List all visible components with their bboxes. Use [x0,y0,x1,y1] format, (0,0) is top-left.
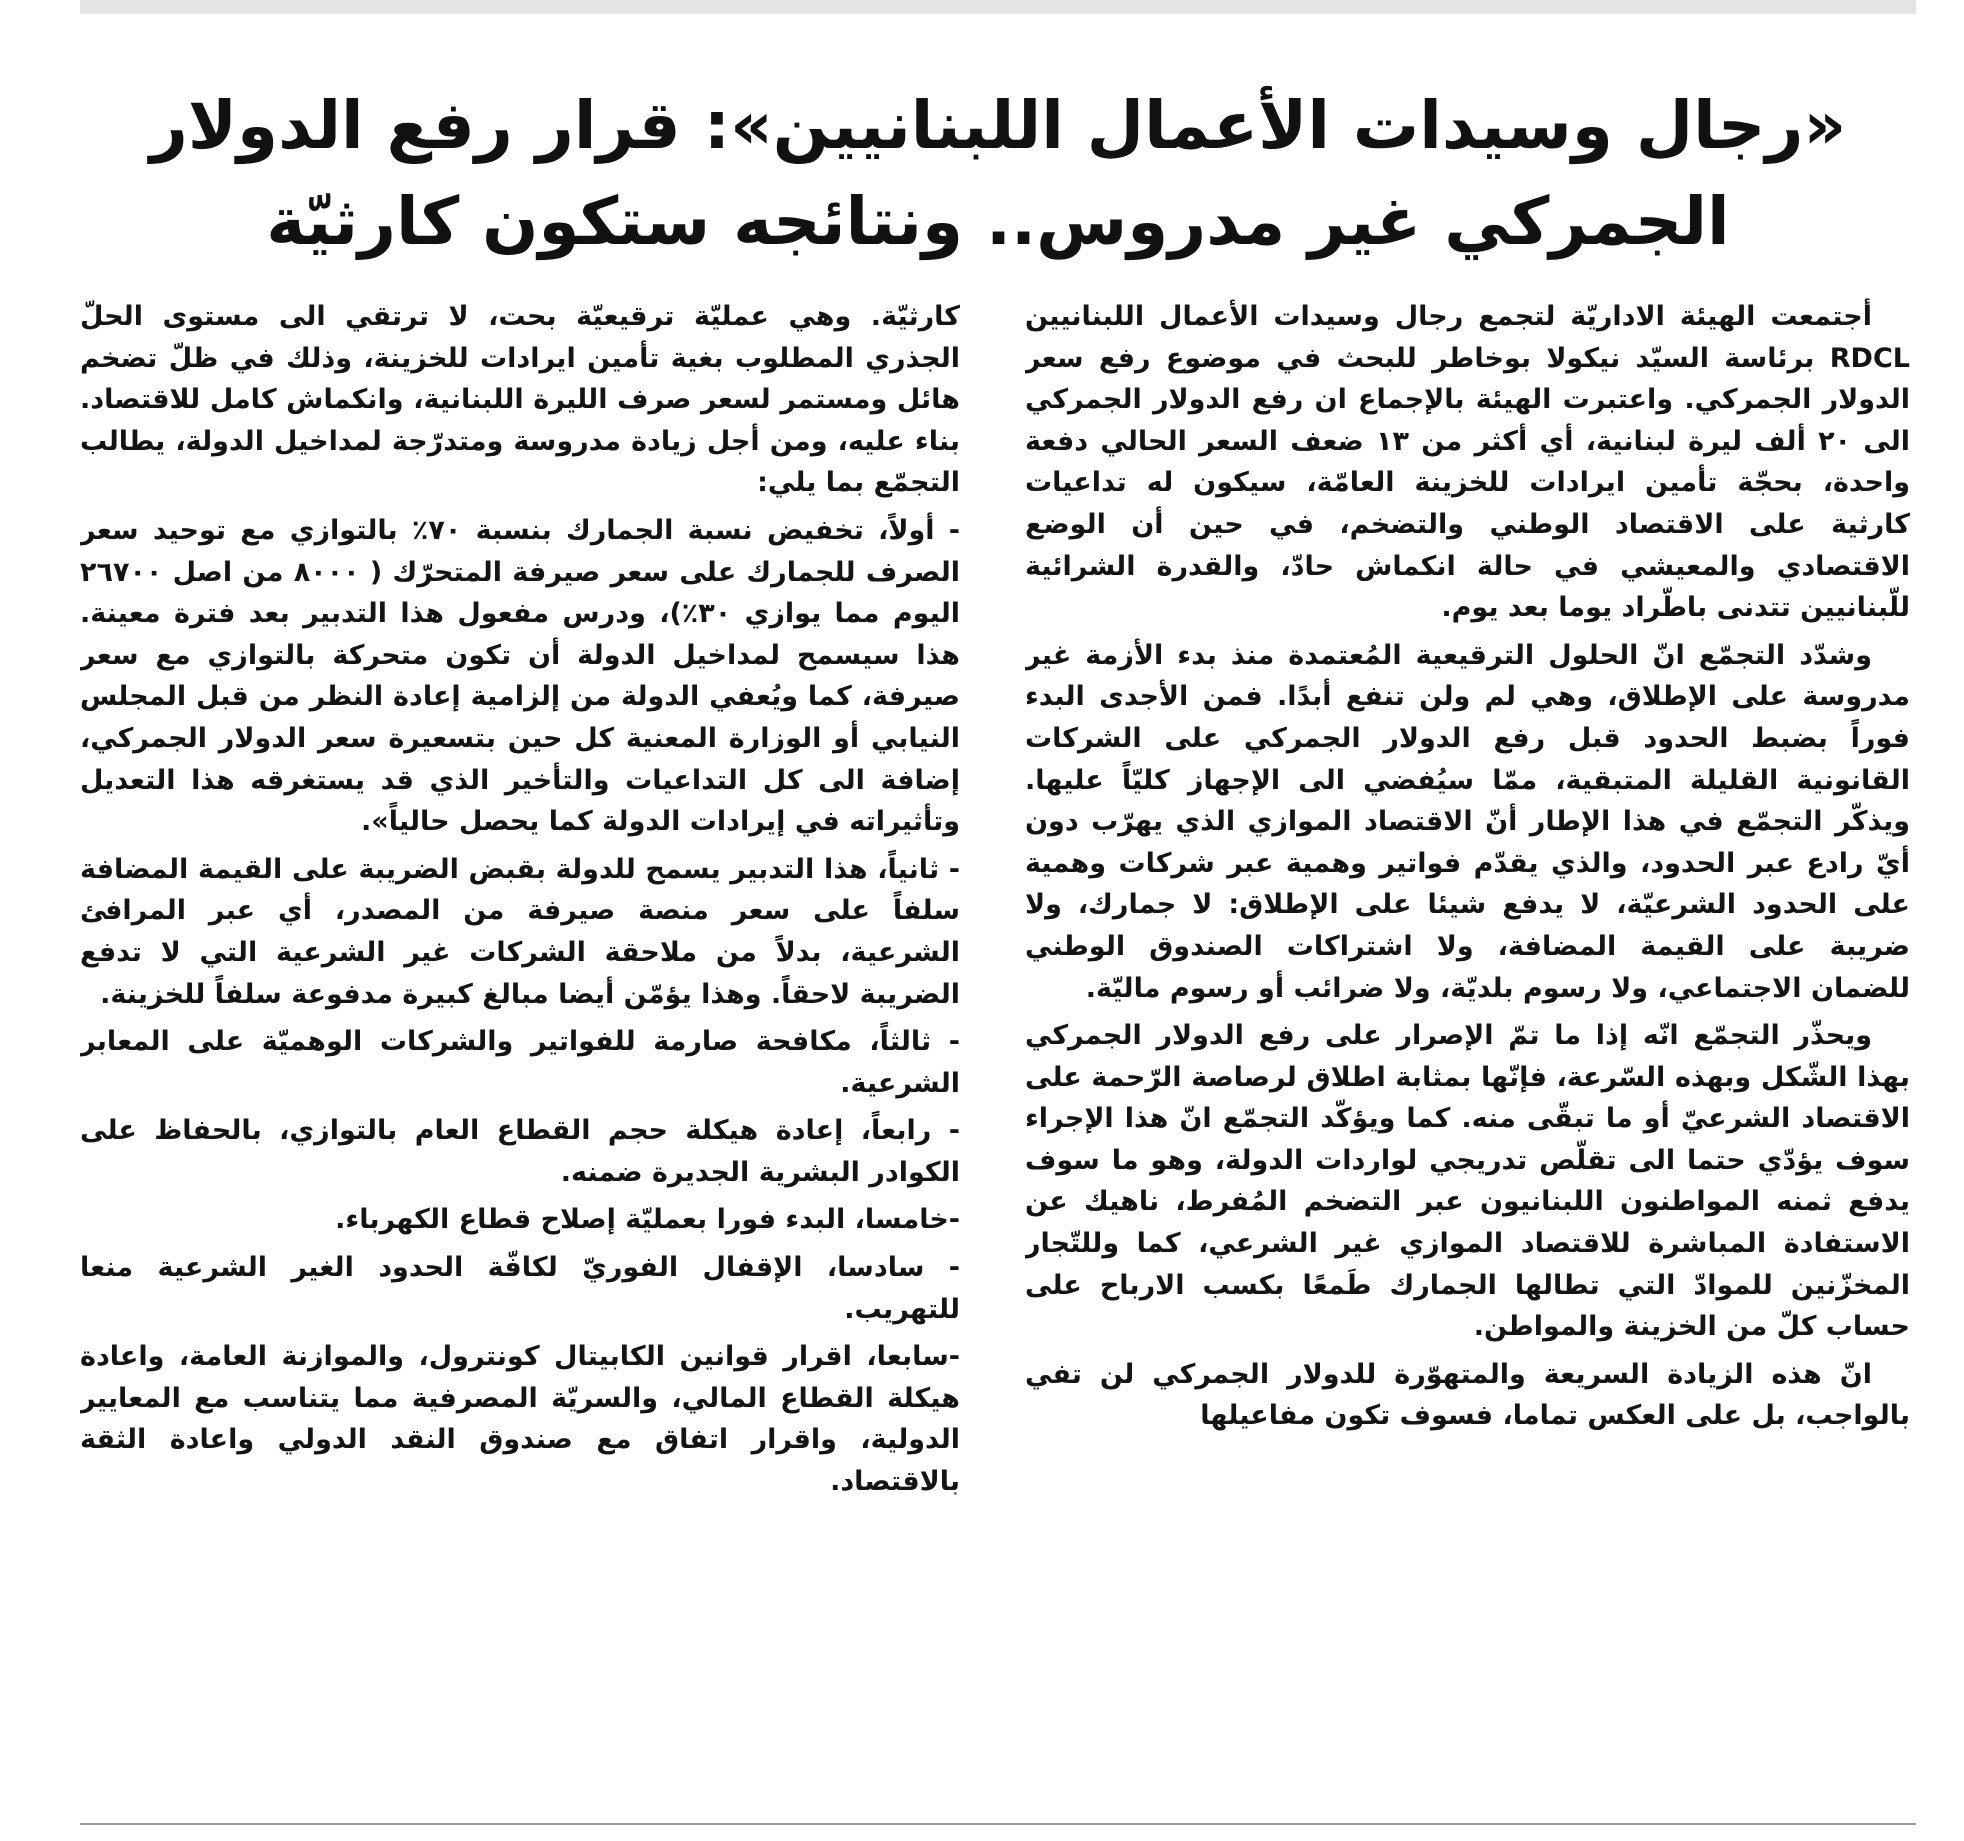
headline-line-1: «رجال وسيدات الأعمال اللبنانيين»: قرار رفع الدولار [149,87,1847,164]
paragraph: وشدّد التجمّع انّ الحلول الترقيعية المُعتمدة منذ بدء الأزمة غير مدروسة على الإطلاق، وهي لم ولن تنفع أبدًا. فمن الأجدى البدء فوراً بضبط الحدود قبل رفع الدولار الجمركي على الشركات القانونية القليلة المتبقية، ممّا سيُفضي الى الإجهاز كليّاً عليها. ويذكّر التجمّع في هذا الإطار أنّ الاقتصاد الموازي الذي يهرّب دون أيّ رادع عبر الحدود، والذي يقدّم فواتير وهمية عبر شركات وهمية على الحدود الشرعيّة، لا يدفع شيئا على الإطلاق: لا جمارك، ولا ضريبة على القيمة المضافة، ولا اشتراكات الصندوق الوطني للضمان الاجتماعي، ولا رسوم بلديّة، ولا ضرائب أو رسوم ماليّة. [1025,639,1910,1004]
headline-line-2: الجمركي غير مدروس.. ونتائجه ستكون كارثيّة [266,183,1730,260]
demand-item: - ثالثاً، مكافحة صارمة للفواتير والشركات الوهميّة على المعابر الشرعية. [80,1026,960,1099]
left-column [80,296,960,1816]
bottom-rule [80,1823,1916,1825]
demand-item: -سابعا، اقرار قوانين الكابيتال كونترول، والموازنة العامة، واعادة هيكلة القطاع المالي، والسريّة المصرفية مما يتناسب مع المعايير الدولية، واقرار اتفاق مع صندوق النقد الدولي واعادة الثقة بالاقتصاد. [80,1341,960,1498]
paragraph: كارثيّة. وهي عمليّة ترقيعيّة بحت، لا ترتقي الى مستوى الحلّ الجذري المطلوب بغية تأمين ايرادات للخزينة، وذلك في ظلّ تضخم هائل ومستمر لسعر صرف الليرة اللبنانية، وانكماش كامل للاقتصاد. بناء عليه، ومن أجل زيادة مدروسة ومتدرّجة لمداخيل الدولة، يطالب التجمّع بما يلي: [80,301,960,499]
top-band [80,0,1916,14]
demand-item: - رابعاً، إعادة هيكلة حجم القطاع العام بالتوازي، بالحفاظ على الكوادر البشرية الجديرة ضمنه. [80,1115,960,1188]
paragraph: أجتمعت الهيئة الاداريّة لتجمع رجال وسيدات الأعمال اللبنانيين RDCL برئاسة السيّد نيكولا بوخاطر للبحث في موضوع رفع سعر الدولار الجمركي. واعتبرت الهيئة بالإجماع ان رفع الدولار الجمركي الى ٢٠ ألف ليرة لبنانية، أي أكثر من ١٣ ضعف السعر الحالي دفعة واحدة، بحجّة تأمين ايرادات للخزينة العامّة، سيكون له تداعيات كارثية على الاقتصاد الوطني والتضخم، في حين أن الوضع الاقتصادي والمعيشي في حالة انكماش حادّ، والقدرة الشرائية للّبنانيين تتدنى باطّراد يوما بعد يوم. [1025,301,1910,624]
headline [80,78,1916,274]
paragraph: انّ هذه الزيادة السريعة والمتهوّرة للدولار الجمركي لن تفي بالواجب، بل على العكس تماما، فسوف تكون مفاعيلها [1025,1358,1910,1432]
demand-item: -خامسا، البدء فورا بعمليّة إصلاح قطاع الكهرباء. [335,1204,960,1236]
right-column [1025,296,1910,1816]
demand-item: - ثانياً، هذا التدبير يسمح للدولة بقبض الضريبة على القيمة المضافة سلفاً على سعر منصة صيرفة من المصدر، أي عبر المرافئ الشرعية، بدلاً من ملاحقة الشركات غير الشرعية التي لا تدفع الضريبة لاحقاً. وهذا يؤمّن أيضا مبالغ كبيرة مدفوعة سلفاً للخزينة. [80,853,960,1010]
demand-item: - سادسا، الإقفال الفوريّ لكافّة الحدود الغير الشرعية منعا للتهريب. [80,1252,960,1325]
demand-item: - أولاً، تخفيض نسبة الجمارك بنسبة ٧٠٪ بالتوازي مع توحيد سعر الصرف للجمارك على سعر صيرفة المتحرّك ( ٨٠٠٠ من اصل ٢٦٧٠٠ اليوم مما يوازي ٣٠٪)، ودرس مفعول هذا التدبير بعد فترة معينة. هذا سيسمح لمداخيل الدولة أن تكون متحركة بالتوازي مع سعر صيرفة، كما ويُعفي الدولة من إلزامية إعادة النظر من قبل المجلس النيابي أو الوزارة المعنية كل حين بتسعيرة سعر الدولار الجمركي، إضافة الى كل التداعيات والتأخير الذي قد يستغرقه هذا التعديل وتأثيراته في إيرادات الدولة كما يحصل حالياً». [80,514,960,838]
paragraph: ويحذّر التجمّع انّه إذا ما تمّ الإصرار على رفع الدولار الجمركي بهذا الشّكل وبهذه السّرعة، فإنّها بمثابة اطلاق لرصاصة الرّحمة على الاقتصاد الشرعيّ أو ما تبقّى منه. كما ويؤكّد التجمّع انّ هذا الإجراء سوف يؤدّي حتما الى تقلّص تدريجي لواردات الدولة، وهو ما سوف يدفع ثمنه المواطنون اللبنانيون عبر التضخم المُفرط، ناهيك عن الاستفادة المباشرة للاقتصاد الموازي غير الشرعي، كما وللتّجار المخزّنين للموادّ التي تطالها الجمارك طَمعًا بكسب الارباح على حساب كلّ من الخزينة والمواطن. [1025,1020,1910,1343]
